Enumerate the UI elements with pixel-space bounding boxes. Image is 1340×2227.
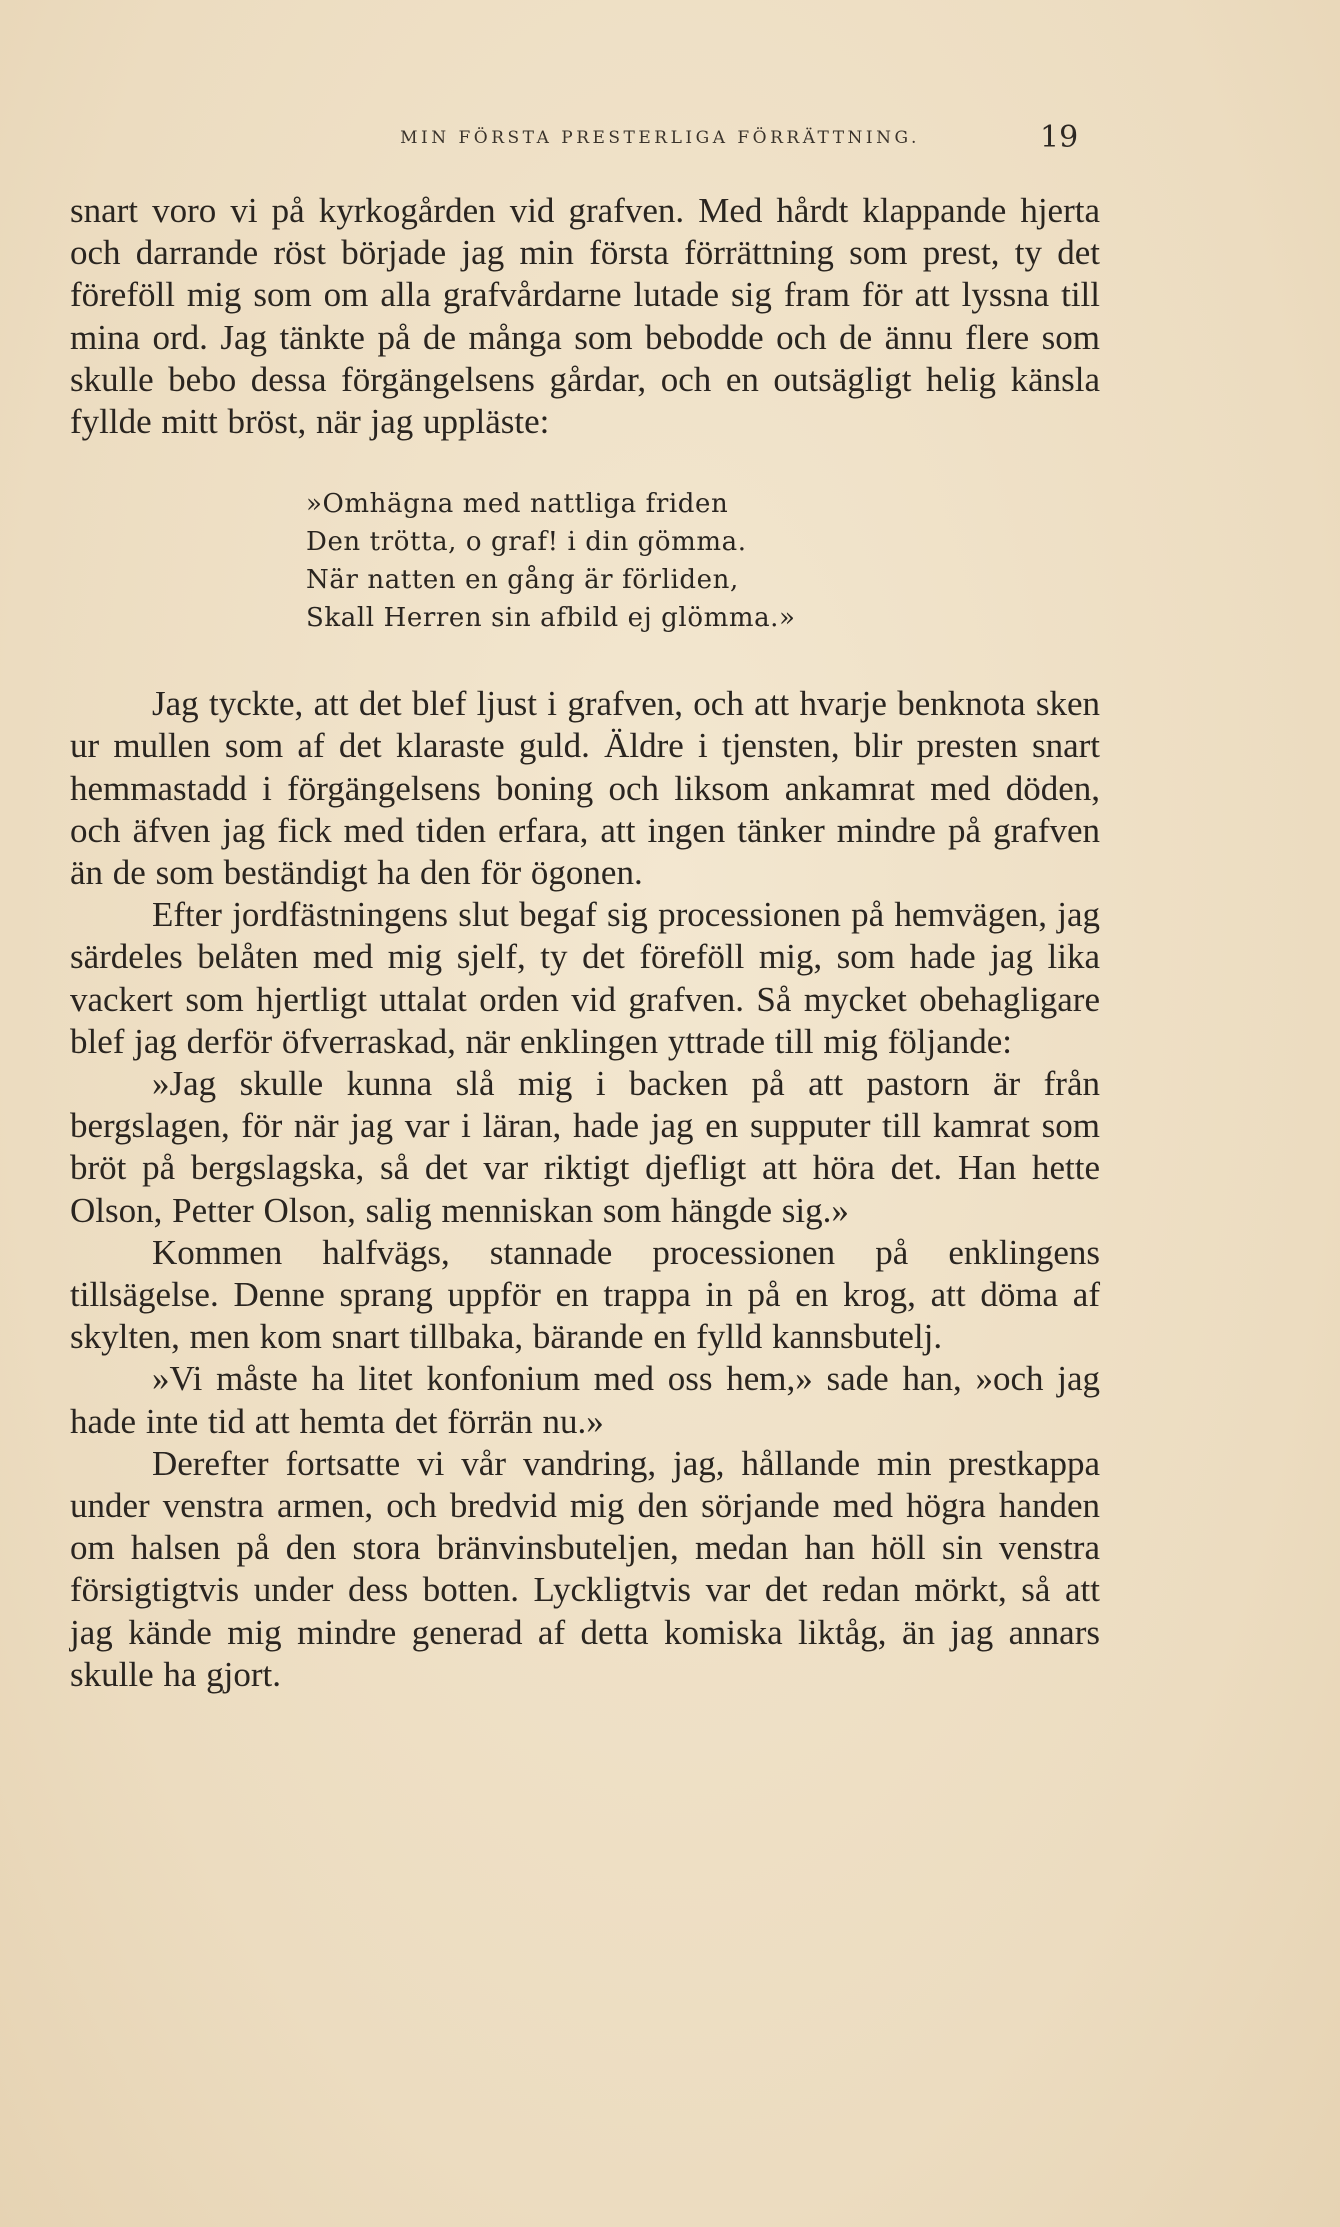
- verse-line-4: Skall Herren sin afbild ej glömma.»: [306, 603, 796, 634]
- running-title: MIN FÖRSTA PRESTERLIGA FÖRRÄTTNING.: [400, 128, 920, 148]
- paragraph-6: »Vi måste ha litet konfonium med oss hem,» sade han, »och jag hade inte tid att hemta det förrän nu.»: [70, 1359, 1100, 1441]
- verse-line-1: »Omhägna med nattliga friden: [306, 489, 729, 520]
- page-number: 19: [1040, 120, 1079, 155]
- paragraph-5: Kommen halfvägs, stannade processionen på enklingens tillsägelse. Denne sprang uppför en trappa in på en krog, att döma af skylten, men kom snart tillbaka, bärande en fylld kannsbutelj.: [70, 1232, 1100, 1357]
- paragraph-4: »Jag skulle kunna slå mig i backen på att pastorn är från bergslagen, för när jag var i läran, hade jag en supputer till kamrat som bröt på bergslagska, så det var riktigt djefligt att höra det. Han hette Olson, Petter Olson, salig menniskan som hängde sig.»: [70, 1064, 1100, 1230]
- paragraph-1: snart voro vi på kyrkogården vid grafven. Med hårdt klappande hjerta och darrande röst började jag min första förrättning som prest, ty det föreföll mig som om alla grafvårdarne lutade sig fram för att lyssna till mina ord. Jag tänkte på de många som bebodde och de ännu flere som skulle bebo dessa förgängelsens gårdar, och en outsägligt helig känsla fyllde mitt bröst, när jag uppläste:: [70, 191, 1100, 442]
- paragraph-7: Derefter fortsatte vi vår vandring, jag, hållande min prestkappa under venstra armen, och bredvid mig den sörjande med högra handen om halsen på den stora bränvinsbuteljen, medan han höll sin venstra försigtigtvis under dess botten. Lyckligtvis var det redan mörkt, så att jag kände mig mindre generad af detta komiska liktåg, än jag annars skulle ha gjort.: [70, 1443, 1100, 1694]
- verse-line-2: Den trötta, o graf! i din gömma.: [306, 527, 747, 558]
- verse-block: [306, 485, 1100, 637]
- running-head: [0, 120, 1340, 158]
- paragraph-2: Jag tyckte, att det blef ljust i grafven, och att hvarje benknota sken ur mullen som af det klaraste guld. Äldre i tjensten, blir presten snart hemmastadd i förgängelsens boning och liksom ankamrat med döden, och äfven jag fick med tiden erfara, att ingen tänker mindre på grafven än de som beständigt ha den för ögonen.: [70, 684, 1100, 893]
- paragraph-3: Efter jordfästningens slut begaf sig processionen på hemvägen, jag särdeles belåten med mig sjelf, ty det föreföll mig, som hade jag lika vackert som hjertligt uttalat orden vid grafven. Så mycket obehagligare blef jag derför öfverraskad, när enklingen yttrade till mig följande:: [70, 895, 1100, 1061]
- body-text: [70, 190, 1100, 1696]
- verse-line-3: När natten en gång är förliden,: [306, 565, 739, 596]
